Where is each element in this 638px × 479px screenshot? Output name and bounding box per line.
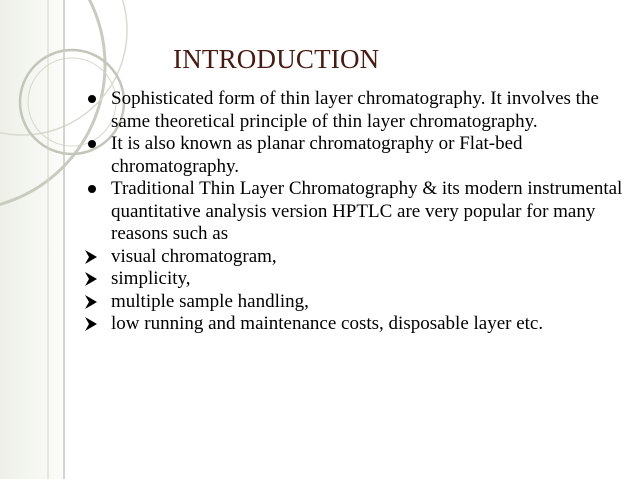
bullet-text: multiple sample handling, [111,290,309,312]
dot-bullet-icon [88,95,96,103]
bullet-text: low running and maintenance costs, disposable layer etc. [111,313,544,334]
dot-bullet-icon [88,185,96,193]
bullet-text: It is also known as planar chromatography or Flat-bed chromatography. [111,133,523,177]
arrow-bullet-icon [84,250,98,264]
bullet-text: simplicity, [111,268,191,289]
bullet-text: visual chromatogram, [111,245,277,267]
bullet-item [84,88,624,133]
arrow-bullet-icon [84,295,98,309]
bullet-text: Traditional Thin Layer Chromatography & its modern instrumental quantitative analysis version HPTLC are very popular for many reasons such as [111,178,623,244]
bullet-item [84,268,624,291]
bullet-item [84,313,624,336]
bullet-item [84,246,624,269]
bullet-list [84,88,624,336]
bullet-text: Sophisticated form of thin layer chromatography. It involves the same theoretical principle of thin layer chromatography. [111,88,599,132]
slide-title: INTRODUCTION [173,44,380,74]
arrow-bullet-icon [84,272,98,286]
bullet-item [84,178,624,246]
bullet-item [84,291,624,314]
bullet-item [84,133,624,178]
arrow-bullet-icon [84,317,98,331]
dot-bullet-icon [88,140,96,148]
